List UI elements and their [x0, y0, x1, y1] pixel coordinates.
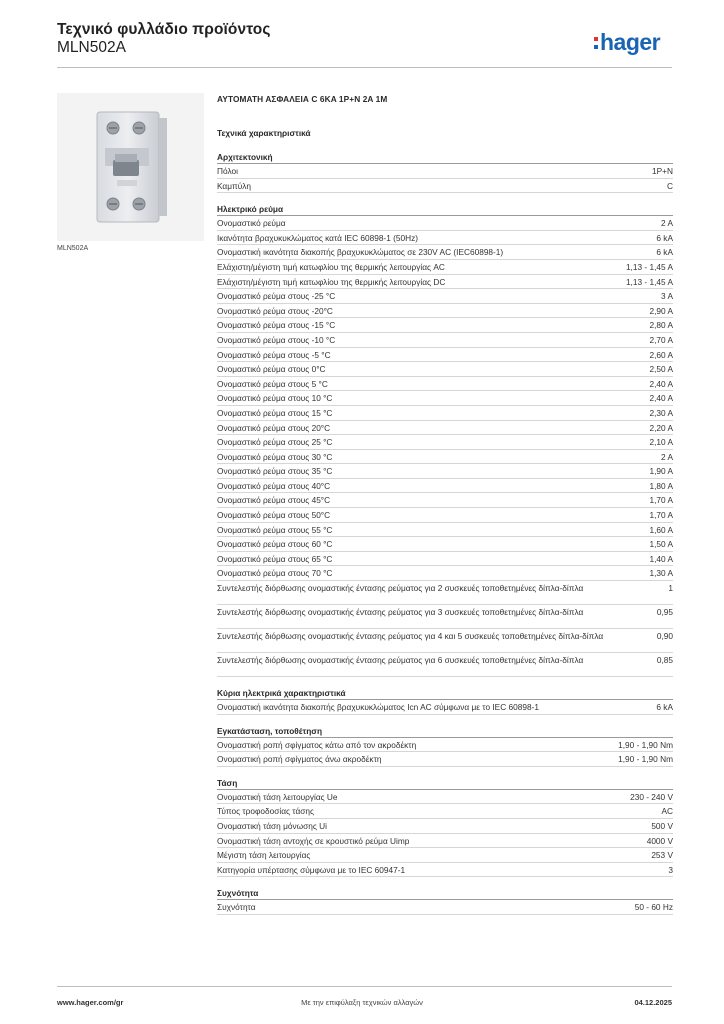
spec-label: Ονομαστικό ρεύμα στους 10 °C [217, 393, 333, 404]
spec-label: Ονομαστικό ρεύμα στους 70 °C [217, 568, 333, 579]
spec-label: Ονομαστικό ρεύμα στους 5 °C [217, 378, 328, 389]
spec-value: 1,80 A [649, 480, 673, 491]
spec-value: 500 V [651, 821, 673, 831]
spec-row [217, 421, 673, 436]
spec-value: 3 A [661, 291, 673, 302]
spec-value: 3 [668, 864, 673, 875]
spec-label: Ονομαστικό ρεύμα στους 55 °C [217, 524, 333, 535]
spec-value: 2,90 A [649, 305, 673, 316]
page-title: Τεχνικό φυλλάδιο προϊόντος [57, 21, 271, 38]
spec-value: 2,80 A [649, 320, 673, 331]
section-title: Εγκατάσταση, τοποθέτηση [217, 725, 673, 738]
spec-label: Ελάχιστη/μέγιστη τιμή κατωφλίου της θερμικής λειτουργίας AC [217, 261, 445, 272]
spec-value: 1P+N [652, 166, 673, 176]
spec-value: 1,70 A [649, 495, 673, 506]
spec-label: Συντελεστής διόρθωσης ονομαστικής έντασης ρεύματος για 4 και 5 συσκευές τοποθετημένες δίπλα-δίπλα [217, 631, 604, 642]
spec-row [217, 790, 673, 805]
spec-label: Ονομαστικό ρεύμα στους -5 °C [217, 349, 331, 360]
spec-row [217, 304, 673, 319]
spec-label: Ονομαστικό ρεύμα στους -10 °C [217, 334, 336, 345]
spec-label: Ονομαστική τάση λειτουργίας Ue [217, 791, 338, 802]
product-image-caption: MLN502A [57, 245, 89, 252]
spec-label: Ονομαστική τάση μόνωσης Ui [217, 821, 327, 831]
spec-label: Ονομαστικό ρεύμα στους 30 °C [217, 451, 333, 462]
spec-row [217, 848, 673, 863]
spec-row [217, 362, 673, 377]
spec-value: 253 V [651, 850, 673, 861]
spec-value: 2 A [661, 451, 673, 462]
spec-row [217, 464, 673, 479]
spec-label: Ονομαστική τάση αντοχής σε κρουστικό ρεύμα Uimp [217, 835, 410, 846]
spec-value: AC [661, 806, 673, 817]
spec-label: Ελάχιστη/μέγιστη τιμή κατωφλίου της θερμικής λειτουργίας DC [217, 276, 446, 287]
spec-row [217, 653, 673, 677]
spec-value: 2 A [661, 218, 673, 229]
spec-label: Συχνότητα [217, 902, 256, 913]
spec-value: 1,70 A [649, 510, 673, 521]
spec-label: Ικανότητα βραχυκυκλώματος κατά IEC 60898-1 (50Hz) [217, 232, 419, 243]
spec-value: 230 - 240 V [630, 791, 673, 802]
technical-heading: Τεχνικά χαρακτηριστικά [217, 128, 311, 138]
spec-label: Ονομαστικό ρεύμα στους -20°C [217, 305, 333, 316]
spec-row [217, 391, 673, 406]
spec-value: 6 kA [656, 232, 673, 243]
section-title: Αρχιτεκτονική [217, 151, 673, 164]
section-title: Συχνότητα [217, 887, 673, 900]
spec-row [217, 508, 673, 523]
spec-row [217, 245, 673, 260]
spec-row [217, 566, 673, 581]
circuit-breaker-icon [91, 108, 171, 226]
spec-row [217, 493, 673, 508]
spec-value: 2,30 A [649, 407, 673, 418]
product-title: ΑΥΤΟΜΑΤΗ ΑΣΦΑΛΕΙΑ C 6KA 1P+N 2A 1M [217, 94, 388, 104]
spec-value: 1 [668, 583, 673, 594]
product-image [57, 93, 204, 241]
spec-label: Κατηγορία υπέρτασης σύμφωνα με το IEC 60947-1 [217, 864, 406, 875]
logo-text: hager [600, 28, 661, 55]
spec-row [217, 231, 673, 246]
spec-value: 4000 V [646, 835, 673, 846]
spec-value: 1,90 A [649, 466, 673, 477]
spec-label: Ονομαστικό ρεύμα στους 50°C [217, 510, 331, 521]
section-title: Τάση [217, 777, 673, 790]
header-divider [57, 67, 672, 68]
spec-row [217, 318, 673, 333]
spec-label: Ονομαστικό ρεύμα στους 25 °C [217, 437, 333, 448]
spec-label: Ονομαστικό ρεύμα στους 15 °C [217, 407, 333, 418]
spec-row [217, 260, 673, 275]
spec-label: Ονομαστική ικανότητα διακοπής βραχυκυκλώματος Icn AC σύμφωνα με το IEC 60898-1 [217, 702, 539, 713]
spec-label: Ονομαστικό ρεύμα στους 65 °C [217, 553, 333, 564]
spec-label: Ονομαστικό ρεύμα στους 45°C [217, 495, 331, 506]
spec-row [217, 275, 673, 290]
spec-row [217, 804, 673, 819]
spec-row [217, 179, 673, 194]
spec-label: Ονομαστικό ρεύμα στους -15 °C [217, 320, 336, 331]
spec-row [217, 752, 673, 767]
footer-notice: Με την επιφύλαξη τεχνικών αλλαγών [301, 998, 423, 1007]
footer-divider [57, 986, 672, 987]
spec-label: Ονομαστικό ρεύμα [217, 218, 286, 229]
product-code: MLN502A [57, 39, 126, 56]
spec-value: 0,85 [656, 655, 673, 666]
spec-value: 2,40 A [649, 378, 673, 389]
spec-label: Συντελεστής διόρθωσης ονομαστικής έντασης ρεύματος για 6 συσκευές τοποθετημένες δίπλα-δίπλα [217, 655, 584, 666]
spec-row [217, 450, 673, 465]
spec-label: Συντελεστής διόρθωσης ονομαστικής έντασης ρεύματος για 3 συσκευές τοποθετημένες δίπλα-δίπλα [217, 607, 584, 618]
spec-row [217, 552, 673, 567]
spec-label: Ονομαστική ροπή σφίγματος άνω ακροδέκτη [217, 754, 382, 765]
spec-value: 2,40 A [649, 393, 673, 404]
spec-row [217, 406, 673, 421]
spec-sections [217, 151, 673, 915]
spec-value: 2,50 A [649, 364, 673, 375]
spec-row [217, 900, 673, 915]
spec-label: Ονομαστικό ρεύμα στους -25 °C [217, 291, 336, 302]
spec-row [217, 523, 673, 538]
section-title: Ηλεκτρικό ρεύμα [217, 203, 673, 216]
spec-row [217, 216, 673, 231]
spec-label: Καμπύλη [217, 180, 252, 191]
spec-value: 50 - 60 Hz [634, 902, 673, 913]
spec-value: 2,60 A [649, 349, 673, 360]
spec-row [217, 164, 673, 179]
spec-value: 1,90 - 1,90 Nm [618, 754, 673, 765]
spec-row [217, 819, 673, 834]
spec-value: 1,60 A [649, 524, 673, 535]
spec-value: 1,30 A [649, 568, 673, 579]
spec-value: 0,90 [656, 631, 673, 642]
spec-content [217, 93, 673, 915]
spec-label: Πόλοι [217, 166, 238, 176]
spec-label: Συντελεστής διόρθωσης ονομαστικής έντασης ρεύματος για 2 συσκευές τοποθετημένες δίπλα-δίπλα [217, 583, 584, 594]
spec-row [217, 605, 673, 629]
spec-row [217, 629, 673, 653]
spec-label: Ονομαστικό ρεύμα στους 40°C [217, 480, 331, 491]
spec-row [217, 581, 673, 605]
spec-value: 0,95 [656, 607, 673, 618]
spec-row [217, 377, 673, 392]
spec-row [217, 863, 673, 878]
spec-value: 2,70 A [649, 334, 673, 345]
spec-row [217, 834, 673, 849]
spec-row [217, 700, 673, 715]
spec-label: Τύπος τροφοδοσίας τάσης [217, 806, 315, 817]
spec-label: Ονομαστική ικανότητα διακοπής βραχυκυκλώματος σε 230V AC (IEC60898-1) [217, 247, 504, 258]
section-title: Κύρια ηλεκτρικά χαρακτηριστικά [217, 687, 673, 700]
spec-row [217, 435, 673, 450]
spec-value: 1,13 - 1,45 A [625, 276, 673, 287]
spec-label: Ονομαστικό ρεύμα στους 35 °C [217, 466, 333, 477]
spec-label: Ονομαστικό ρεύμα στους 60 °C [217, 539, 333, 550]
hager-logo [594, 27, 660, 57]
spec-label: Ονομαστικό ρεύμα στους 20°C [217, 422, 331, 433]
spec-label: Ονομαστικό ρεύμα στους 0°C [217, 364, 326, 375]
footer-website[interactable]: www.hager.com/gr [57, 998, 124, 1007]
spec-value: 1,90 - 1,90 Nm [618, 739, 673, 750]
spec-row [217, 479, 673, 494]
spec-value: 2,10 A [649, 437, 673, 448]
spec-row [217, 738, 673, 753]
footer-date: 04.12.2025 [634, 998, 672, 1007]
spec-value: 1,40 A [649, 553, 673, 564]
spec-value: 2,20 A [649, 422, 673, 433]
spec-row [217, 333, 673, 348]
spec-value: 1,13 - 1,45 A [625, 261, 673, 272]
spec-row [217, 348, 673, 363]
spec-value: 6 kA [656, 702, 673, 713]
spec-label: Μέγιστη τάση λειτουργίας [217, 850, 311, 861]
spec-row [217, 289, 673, 304]
spec-value: 6 kA [656, 247, 673, 258]
spec-row [217, 537, 673, 552]
logo-mark-icon [594, 37, 598, 49]
spec-value: 1,50 A [649, 539, 673, 550]
spec-label: Ονομαστική ροπή σφίγματος κάτω από τον ακροδέκτη [217, 739, 417, 750]
spec-value: C [667, 180, 673, 191]
